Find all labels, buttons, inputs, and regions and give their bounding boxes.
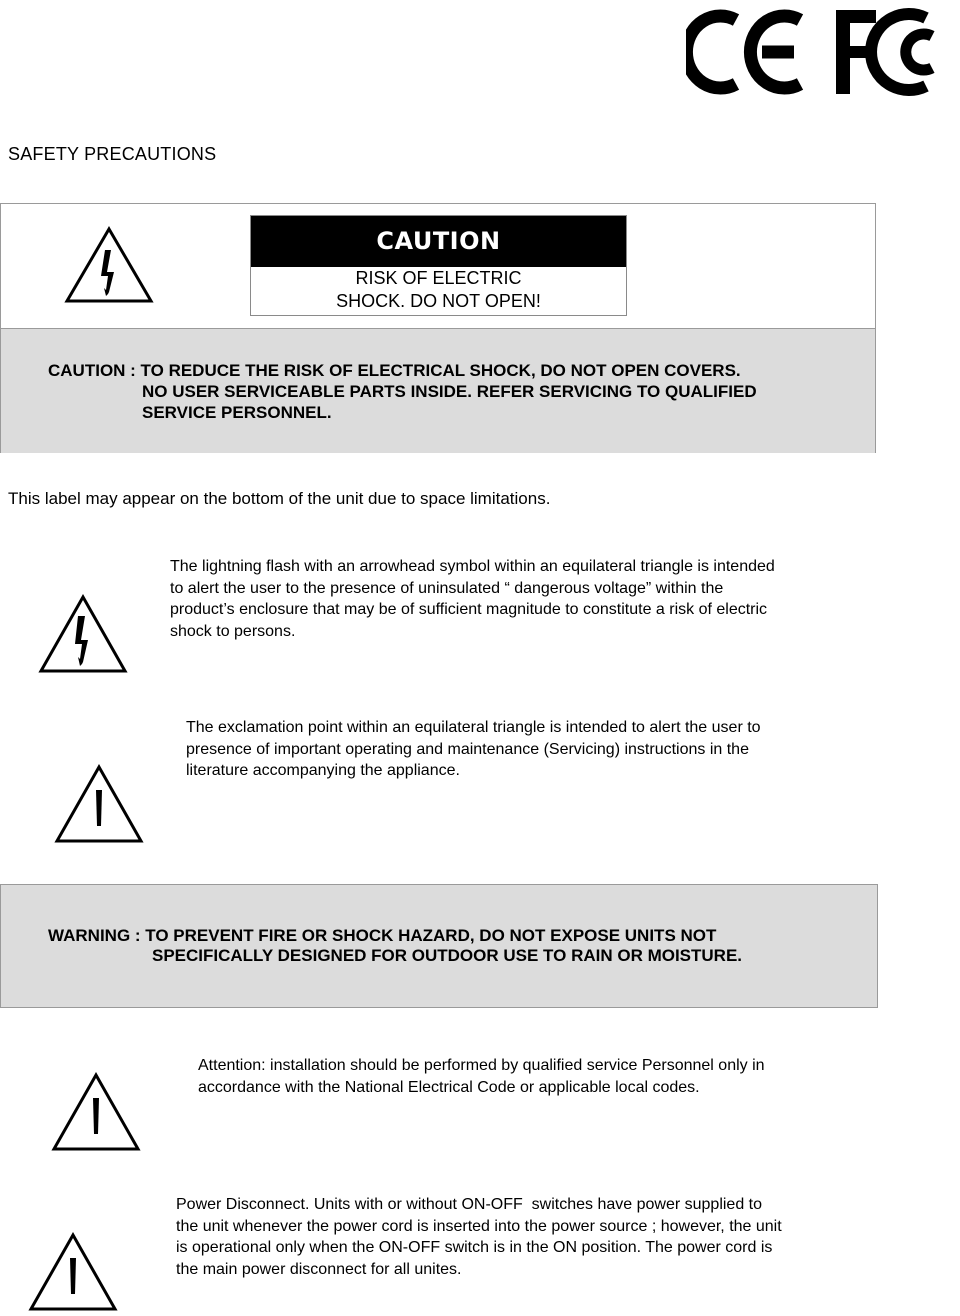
lightning-explanation-line-4: shock to persons. (170, 622, 296, 640)
fcc-mark-icon (836, 10, 932, 94)
caution-label-title: CAUTION (251, 216, 626, 267)
attention-notice (198, 1055, 888, 1098)
warning-notice (48, 926, 868, 966)
lightning-explanation-line-1: The lightning flash with an arrowhead symbol within an equilateral triangle is intended (170, 558, 775, 575)
label-location-note: This label may appear on the bottom of the unit due to space limitations. (8, 489, 551, 508)
exclamation-explanation-line-1: The exclamation point within an equilateral triangle is intended to alert the user to (186, 719, 761, 736)
certification-logos (686, 6, 956, 98)
lightning-triangle-icon (38, 594, 128, 674)
caution-notice-line-3: SERVICE PERSONNEL. (142, 403, 332, 422)
caution-label-line-2: SHOCK. DO NOT OPEN! (336, 291, 541, 311)
caution-notice-line-2: NO USER SERVICEABLE PARTS INSIDE. REFER SERVICING TO QUALIFIED (142, 382, 757, 401)
power-disconnect-line-4: the main power disconnect for all unites. (176, 1260, 462, 1278)
lightning-triangle-icon (64, 226, 154, 304)
power-disconnect-notice (176, 1194, 866, 1280)
warning-notice-line-2: SPECIFICALLY DESIGNED FOR OUTDOOR USE TO RAIN OR MOISTURE. (152, 946, 743, 965)
power-disconnect-line-3: is operational only when the ON-OFF switch is in the ON position. The power cord is (176, 1239, 773, 1256)
lightning-explanation-line-2: to alert the user to the presence of uninsulated “ dangerous voltage” within the (170, 579, 724, 597)
lightning-explanation (170, 556, 860, 642)
exclamation-triangle-icon (28, 1232, 118, 1312)
caution-label-line-1: RISK OF ELECTRIC (355, 268, 522, 288)
exclamation-explanation-line-3: literature accompanying the appliance. (186, 762, 460, 779)
attention-notice-line-2: accordance with the National Electrical Code or applicable local codes. (198, 1078, 700, 1096)
caution-label (250, 215, 627, 316)
page-title: SAFETY PRECAUTIONS (8, 144, 217, 164)
exclamation-explanation (186, 717, 876, 782)
exclamation-triangle-icon (54, 764, 144, 844)
exclamation-triangle-icon (51, 1072, 141, 1152)
lightning-explanation-line-3: product’s enclosure that may be of sufficient magnitude to constitute a risk of electric (170, 601, 768, 618)
exclamation-explanation-line-2: presence of important operating and maintenance (Servicing) instructions in the (186, 740, 749, 758)
caution-notice-line-1: CAUTION : TO REDUCE THE RISK OF ELECTRICAL SHOCK, DO NOT OPEN COVERS. (48, 361, 741, 380)
power-disconnect-line-1: Power Disconnect. Units with or without ON-OFF switches have power supplied to (176, 1196, 763, 1213)
warning-notice-line-1: WARNING : TO PREVENT FIRE OR SHOCK HAZARD, DO NOT EXPOSE UNITS NOT (48, 926, 717, 945)
ce-mark-icon (686, 16, 800, 88)
attention-notice-line-1: Attention: installation should be performed by qualified service Personnel only in (198, 1057, 765, 1074)
caution-notice (48, 360, 848, 423)
power-disconnect-line-2: the unit whenever the power cord is inserted into the power source ; however, the unit (176, 1217, 782, 1235)
